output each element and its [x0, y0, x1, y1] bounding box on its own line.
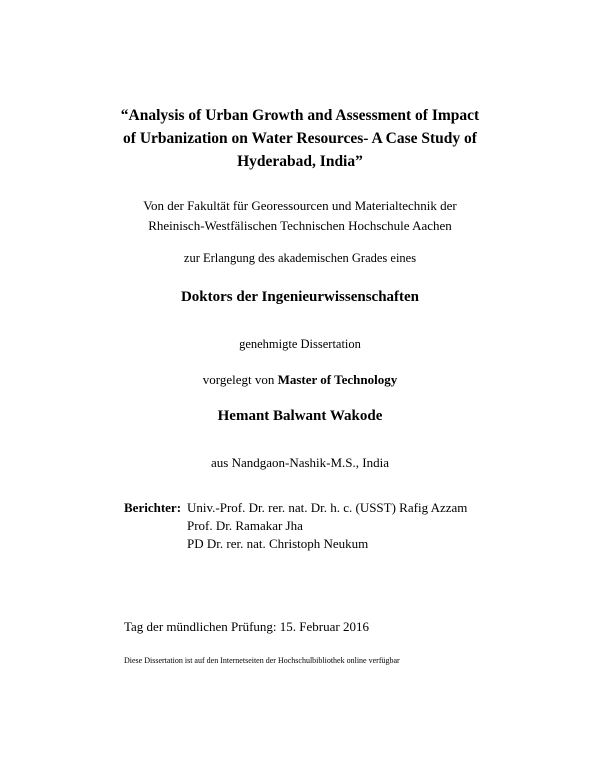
submitted-prefix: vorgelegt von	[202, 372, 278, 387]
author-qualification: Master of Technology	[277, 372, 398, 387]
title-line-1: “Analysis of Urban Growth and Assessment of Impact	[120, 107, 480, 124]
degree-name: Doktors der Ingenieurwissenschaften	[180, 289, 420, 305]
faculty-line-2: Rheinisch-Westfälischen Technischen Hochschule Aachen	[148, 218, 452, 233]
reviewers-list	[187, 499, 467, 553]
reviewers-label: Berichter:	[124, 500, 182, 515]
reviewer-name: Prof. Dr. Ramakar Jha	[187, 518, 303, 533]
title-line-3: Hyderabad, India”	[237, 153, 363, 170]
author-name: Hemant Balwant Wakode	[217, 408, 383, 424]
reviewer-name: PD Dr. rer. nat. Christoph Neukum	[187, 536, 369, 551]
faculty-line-1: Von der Fakultät für Georessourcen und Materialtechnik der	[143, 198, 457, 213]
faculty-statement	[0, 196, 600, 236]
degree-purpose: zur Erlangung des akademischen Grades eines	[183, 251, 417, 265]
author-origin: aus Nandgaon-Nashik-M.S., India	[211, 455, 389, 470]
approval-text: genehmigte Dissertation	[239, 337, 361, 351]
oral-exam-date: Tag der mündlichen Prüfung: 15. Februar 2016	[124, 619, 369, 634]
title-line-2: of Urbanization on Water Resources- A Case Study of	[123, 130, 477, 147]
submitted-by	[0, 372, 600, 388]
reviewer-name: Univ.-Prof. Dr. rer. nat. Dr. h. c. (USST) Rafig Azzam	[187, 500, 468, 515]
dissertation-title	[0, 104, 600, 173]
online-availability-note: Diese Dissertation ist auf den Internetseiten der Hochschulbibliothek online verfügbar	[124, 656, 400, 665]
